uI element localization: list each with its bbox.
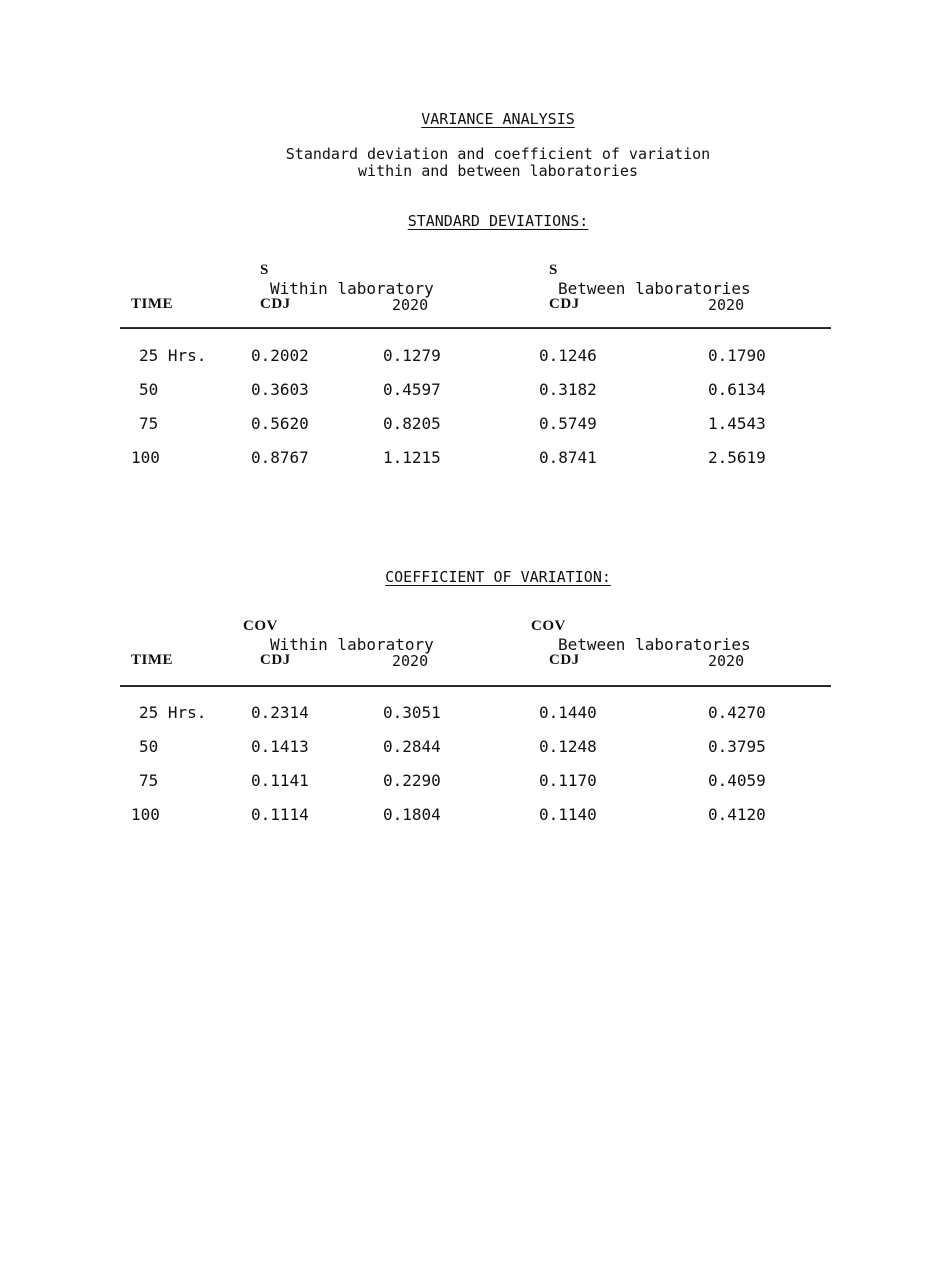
- sd-time-cell: 75: [139, 414, 159, 433]
- sd-between-2020-cell: 2.5619: [708, 448, 766, 467]
- sd-within-cdj-cell: 0.8767: [251, 448, 309, 467]
- sd-within-cdj-cell: 0.5620: [251, 414, 309, 433]
- cov-within-2020-header: 2020: [392, 652, 429, 670]
- cov-within-2020-cell: 0.1804: [383, 805, 441, 824]
- cov-time-cell: 50: [139, 737, 159, 756]
- sd-header-rule: [120, 327, 831, 329]
- cov-between-cdj-header: CDJ: [549, 652, 580, 668]
- cov-time-header: TIME: [131, 652, 174, 668]
- sd-time-header: TIME: [131, 296, 174, 312]
- sd-within-2020-cell: 0.4597: [383, 380, 441, 399]
- cov-between-cdj-cell: 0.1248: [539, 737, 597, 756]
- cov-header-rule: [120, 685, 831, 687]
- sd-within-2020-cell: 0.1279: [383, 346, 441, 365]
- sd-within-label: Within laboratory: [270, 279, 434, 298]
- cov-between-cdj-cell: 0.1170: [539, 771, 597, 790]
- cov-time-cell: 75: [139, 771, 159, 790]
- sd-between-2020-cell: 0.1790: [708, 346, 766, 365]
- sd-within-2020-cell: 1.1215: [383, 448, 441, 467]
- cov-between-2020-cell: 0.4059: [708, 771, 766, 790]
- sd-stat-within: S: [260, 262, 269, 278]
- sd-between-cdj-cell: 0.5749: [539, 414, 597, 433]
- cov-between-cdj-cell: 0.1140: [539, 805, 597, 824]
- cov-stat-within: COV: [243, 618, 278, 634]
- cov-within-label: Within laboratory: [270, 635, 434, 654]
- cov-within-cdj-header: CDJ: [260, 652, 291, 668]
- cov-within-2020-cell: 0.3051: [383, 703, 441, 722]
- cov-between-cdj-cell: 0.1440: [539, 703, 597, 722]
- sd-between-label: Between laboratories: [558, 279, 751, 298]
- cov-within-cdj-cell: 0.1141: [251, 771, 309, 790]
- cov-heading: COEFFICIENT OF VARIATION:: [385, 568, 611, 586]
- cov-time-cell: 25 Hrs.: [139, 703, 207, 722]
- cov-within-cdj-cell: 0.2314: [251, 703, 309, 722]
- cov-time-cell: 100: [131, 805, 160, 824]
- cov-between-2020-header: 2020: [708, 652, 745, 670]
- cov-stat-between: COV: [531, 618, 566, 634]
- sd-between-cdj-header: CDJ: [549, 296, 580, 312]
- subtitle-line-2: within and between laboratories: [358, 162, 638, 180]
- sd-within-cdj-header: CDJ: [260, 296, 291, 312]
- subtitle-line-1: Standard deviation and coefficient of variation: [285, 145, 711, 163]
- sd-between-cdj-cell: 0.1246: [539, 346, 597, 365]
- sd-time-cell: 100: [131, 448, 160, 467]
- sd-between-2020-cell: 1.4543: [708, 414, 766, 433]
- cov-within-2020-cell: 0.2844: [383, 737, 441, 756]
- cov-between-2020-cell: 0.3795: [708, 737, 766, 756]
- cov-within-2020-cell: 0.2290: [383, 771, 441, 790]
- sd-within-cdj-cell: 0.2002: [251, 346, 309, 365]
- sd-time-cell: 25 Hrs.: [139, 346, 207, 365]
- sd-within-2020-cell: 0.8205: [383, 414, 441, 433]
- cov-within-cdj-cell: 0.1114: [251, 805, 309, 824]
- sd-between-cdj-cell: 0.3182: [539, 380, 597, 399]
- sd-between-2020-header: 2020: [708, 296, 745, 314]
- sd-within-cdj-cell: 0.3603: [251, 380, 309, 399]
- sd-stat-between: S: [549, 262, 558, 278]
- cov-between-label: Between laboratories: [558, 635, 751, 654]
- sd-between-2020-cell: 0.6134: [708, 380, 766, 399]
- cov-between-2020-cell: 0.4120: [708, 805, 766, 824]
- cov-within-cdj-cell: 0.1413: [251, 737, 309, 756]
- cov-between-2020-cell: 0.4270: [708, 703, 766, 722]
- sd-time-cell: 50: [139, 380, 159, 399]
- sd-heading: STANDARD DEVIATIONS:: [407, 212, 589, 230]
- sd-within-2020-header: 2020: [392, 296, 429, 314]
- page-title: VARIANCE ANALYSIS: [421, 110, 575, 128]
- sd-between-cdj-cell: 0.8741: [539, 448, 597, 467]
